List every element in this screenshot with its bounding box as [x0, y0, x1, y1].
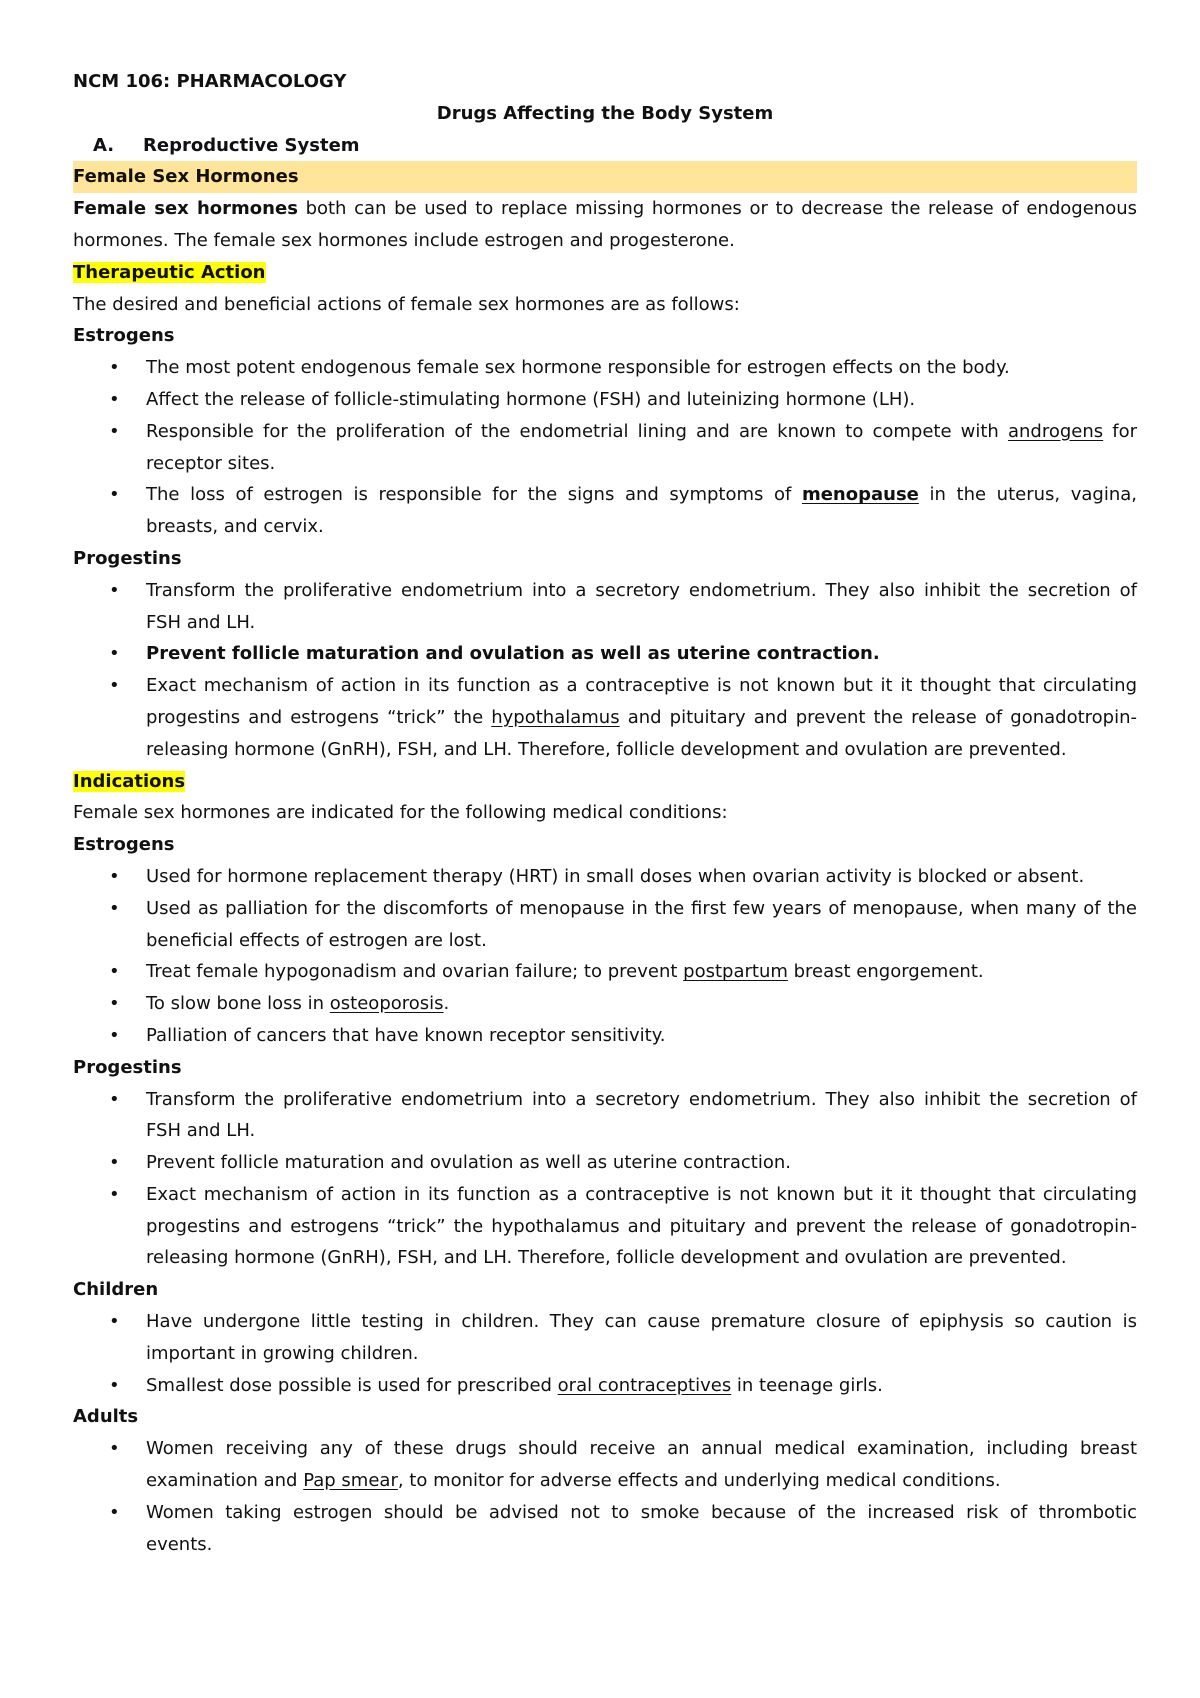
bullet-icon: • [109, 484, 120, 506]
list-item: • Prevent follicle maturation and ovulation as well as uterine contraction. [73, 1147, 1137, 1179]
list-item: • Used for hormone replacement therapy (HRT) in small doses when ovarian activity is blocked or absent. [73, 861, 1137, 893]
section-heading [73, 130, 1137, 162]
bullet-icon: • [109, 1088, 120, 1110]
osteoporosis-link[interactable]: osteoporosis [329, 993, 444, 1015]
bullet-icon: • [109, 643, 120, 665]
children-list [73, 1306, 1137, 1401]
list-item: • Responsible for the proliferation of the endometrial lining and are known to compete with androgens for receptor sites. [73, 416, 1137, 480]
therapeutic-action-heading: Therapeutic Action [73, 261, 266, 283]
bullet-icon: • [109, 1024, 120, 1046]
intro-rest: both can be used to replace missing hormones or to decrease the release of endogenous [297, 198, 1137, 220]
therapeutic-estrogens-label: Estrogens [73, 325, 175, 347]
androgens-link[interactable]: androgens [1007, 420, 1104, 442]
intro-bold-term: Female sex hormones [73, 198, 298, 220]
postpartum-link[interactable]: postpartum [683, 961, 788, 983]
list-item: • Exact mechanism of action in its function as a contraceptive is not known but it it thought that circulating progestins and estrogens “trick” the hypothalamus and pituitary and prevent the release of gonadotropin- releasing hormone (GnRH), FSH, and LH. Therefore, follicle development and ovulation are prevented. [73, 1179, 1137, 1274]
indications-progestins-label: Progestins [73, 1056, 182, 1078]
bullet-icon: • [109, 993, 120, 1015]
indications-progestins-list [73, 1084, 1137, 1275]
list-item: • The most potent endogenous female sex hormone responsible for estrogen effects on the body. [73, 352, 1137, 384]
bullet-icon: • [109, 1152, 120, 1174]
list-item: • To slow bone loss in osteoporosis. [73, 988, 1137, 1020]
list-item: • Used as palliation for the discomforts of menopause in the first few years of menopause, when many of the beneficial effects of estrogen are lost. [73, 893, 1137, 957]
bullet-icon: • [109, 865, 120, 887]
indications-estrogens-label: Estrogens [73, 834, 175, 856]
intro-line-2: hormones. The female sex hormones include estrogen and progesterone. [73, 229, 735, 251]
list-item: • Transform the proliferative endometrium into a secretory endometrium. They also inhibit the secretion of FSH and LH. [73, 1084, 1137, 1148]
list-item: • Prevent follicle maturation and ovulation as well as uterine contraction. [73, 638, 1137, 670]
list-item: • Treat female hypogonadism and ovarian failure; to prevent postpartum breast engorgement. [73, 956, 1137, 988]
therapeutic-estrogens-list [73, 352, 1137, 543]
indications-lead: Female sex hormones are indicated for the following medical conditions: [73, 802, 728, 824]
bullet-icon: • [109, 357, 120, 379]
children-label: Children [73, 1279, 159, 1301]
therapeutic-heading-row [73, 257, 1137, 289]
list-item: • Affect the release of follicle-stimulating hormone (FSH) and luteinizing hormone (LH). [73, 384, 1137, 416]
intro-line-1 [73, 193, 1137, 225]
bullet-icon: • [109, 1438, 120, 1460]
female-sex-hormones-bar: Female Sex Hormones [73, 161, 1137, 193]
therapeutic-lead: The desired and beneficial actions of female sex hormones are as follows: [73, 293, 740, 315]
hypothalamus-link[interactable]: hypothalamus [491, 706, 620, 728]
bullet-icon: • [109, 579, 120, 601]
bullet-icon: • [109, 1183, 120, 1205]
bullet-icon: • [109, 897, 120, 919]
bullet-icon: • [109, 388, 120, 410]
list-item: • Women taking estrogen should be advised not to smoke because of the increased risk of thrombotic events. [73, 1497, 1137, 1561]
indications-estrogens-list [73, 861, 1137, 1052]
pap-smear-link[interactable]: Pap smear [303, 1470, 398, 1492]
document-title: Drugs Affecting the Body System [436, 102, 774, 124]
adults-list [73, 1433, 1137, 1560]
menopause-link[interactable]: menopause [801, 484, 919, 506]
document-body [73, 66, 1137, 1560]
bullet-icon: • [109, 675, 120, 697]
therapeutic-progestins-label: Progestins [73, 547, 182, 569]
list-item: • Exact mechanism of action in its function as a contraceptive is not known but it it thought that circulating progestins and estrogens “trick” the hypothalamus and pituitary and prevent the release of gonadotropin- releasing hormone (GnRH), FSH, and LH. Therefore, follicle development and ovulation are prevented. [73, 670, 1137, 765]
indications-heading: Indications [73, 770, 186, 792]
list-item: • Have undergone little testing in children. They can cause premature closure of epiphysis so caution is important in growing children. [73, 1306, 1137, 1370]
course-heading: NCM 106: PHARMACOLOGY [73, 71, 347, 92]
bullet-icon: • [109, 1374, 120, 1396]
list-item: • The loss of estrogen is responsible for the signs and symptoms of menopause in the uterus, vagina, breasts, and cervix. [73, 479, 1137, 543]
therapeutic-progestins-list [73, 575, 1137, 766]
section-label: Reproductive System [143, 134, 360, 156]
indications-heading-row [73, 766, 1137, 798]
bullet-icon: • [109, 1501, 120, 1523]
list-item: • Transform the proliferative endometrium into a secretory endometrium. They also inhibit the secretion of FSH and LH. [73, 575, 1137, 639]
adults-label: Adults [73, 1406, 139, 1428]
list-item: • Smallest dose possible is used for prescribed oral contraceptives in teenage girls. [73, 1370, 1137, 1402]
bullet-icon: • [109, 420, 120, 442]
bullet-icon: • [109, 1311, 120, 1333]
oral-contraceptives-link[interactable]: oral contraceptives [557, 1374, 732, 1396]
section-number: A. [93, 134, 115, 156]
list-item: • Women receiving any of these drugs should receive an annual medical examination, including breast examination and Pap smear, to monitor for adverse effects and underlying medical conditions. [73, 1433, 1137, 1497]
list-item: • Palliation of cancers that have known receptor sensitivity. [73, 1020, 1137, 1052]
bullet-icon: • [109, 961, 120, 983]
